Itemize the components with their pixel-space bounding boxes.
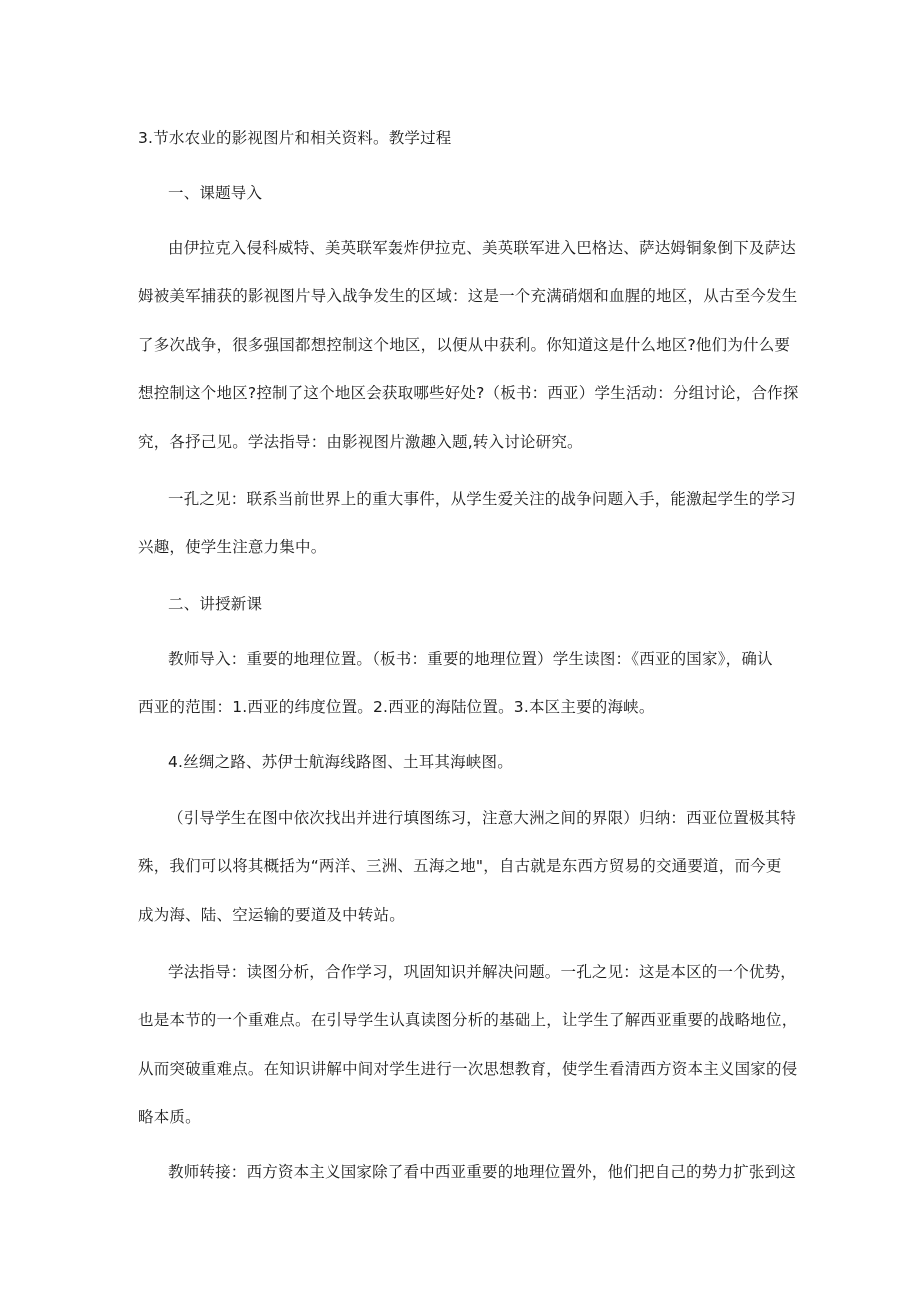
text-line: 究，各抒己见。学法指导：由影视图片激趣入题,转入讨论研究。 xyxy=(138,433,583,451)
text-line: 想控制这个地区?控制了这个地区会获取哪些好处?（板书：西亚）学生活动：分组讨论，合作探 xyxy=(138,384,799,402)
section-heading: 二、讲授新课 xyxy=(168,595,263,613)
text-line: 学法指导：读图分析，合作学习，巩固知识并解决问题。一孔之见：这是本区的一个优势， xyxy=(168,963,797,981)
text-line: 教师转接：西方资本主义国家除了看中西亚重要的地理位置外，他们把自己的势力扩张到这 xyxy=(168,1163,797,1181)
text-line: 西亚的范围：1.西亚的纬度位置。2.西亚的海陆位置。3.本区主要的海峡。 xyxy=(138,698,655,716)
text-line: 4.丝绸之路、苏伊士航海线路图、土耳其海峡图。 xyxy=(168,753,513,771)
text-line: 3.节水农业的影视图片和相关资料。教学过程 xyxy=(138,129,452,147)
text-line: 也是本节的一个重难点。在引导学生认真读图分析的基础上，让学生了解西亚重要的战略地位， xyxy=(138,1011,798,1029)
text-line: 成为海、陆、空运输的要道及中转站。 xyxy=(138,906,405,924)
text-line: 了多次战争，很多强国都想控制这个地区，以便从中获利。你知道这是什么地区?他们为什么要 xyxy=(138,336,791,354)
section-heading: 一、课题导入 xyxy=(168,184,263,202)
text-line: 略本质。 xyxy=(138,1108,201,1126)
text-line: 一孔之见：联系当前世界上的重大事件，从学生爱关注的战争问题入手，能激起学生的学习 xyxy=(168,490,797,508)
text-line: 殊，我们可以将其概括为“两洋、三洲、五海之地"，自古就是东西方贸易的交通要道，而今更 xyxy=(138,857,782,875)
text-line: 兴趣，使学生注意力集中。 xyxy=(138,538,327,556)
text-line: 姆被美军捕获的影视图片导入战争发生的区域：这是一个充满硝烟和血腥的地区，从古至今发生 xyxy=(138,287,798,305)
text-line: （引导学生在图中依次找出并进行填图练习，注意大洲之间的界限）归纳：西亚位置极其特 xyxy=(168,809,797,827)
text-line: 由伊拉克入侵科威特、美英联军轰炸伊拉克、美英联军进入巴格达、萨达姆铜象倒下及萨达 xyxy=(168,239,797,257)
text-line: 从而突破重难点。在知识讲解中间对学生进行一次思想教育，使学生看清西方资本主义国家的侵 xyxy=(138,1060,798,1078)
text-line: 教师导入：重要的地理位置。（板书：重要的地理位置）学生读图：《西亚的国家》，确认 xyxy=(168,650,773,668)
